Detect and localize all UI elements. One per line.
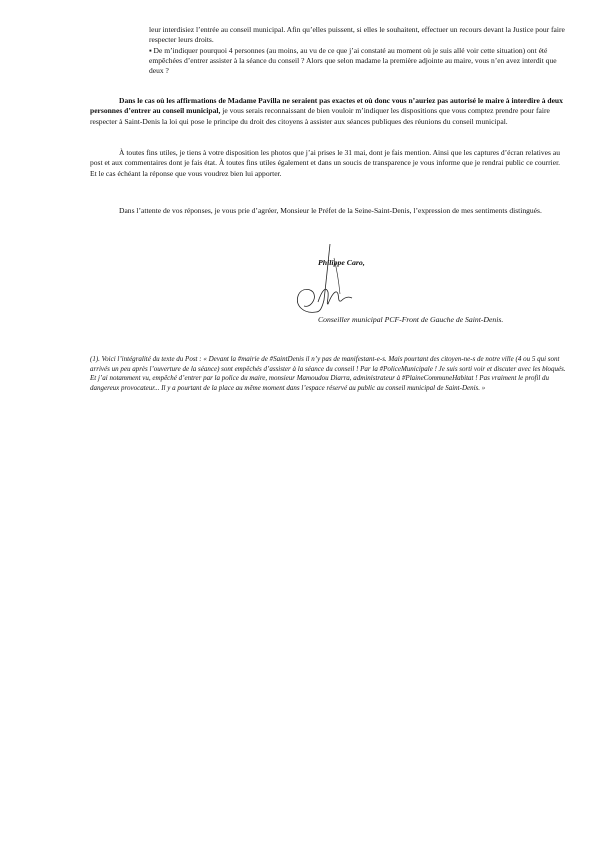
footnote: (1). Voici l’intégralité du texte du Post : « Devant la #mairie de #SaintDenis il n’y pas de manifestant-e-s. Mais pourtant des citoyen-ne-s de notre ville (4 ou 5 qui sont arrivés un peu après l’ouverture de la séance) sont empêchés d’assister à la séance du conseil ! Par la #PoliceMunicipale ! Je suis sorti voir et discuter avec les bloqués. Et j’ai notamment vu, empêché d’entrer par la police du maire, monsieur Mamoudou Diarra, administrateur à #PlaineCommuneHabitat ! Pas vraiment le profil du dangereux provocateur... Il y a pourtant de la place au même moment dans l’espace réservé au public au conseil municipal de Saint-Denis. »: [90, 355, 566, 392]
bullet-item-2: ▪ De m’indiquer pourquoi 4 personnes (au moins, au vu de ce que j’ai constaté au moment où je suis allé voir cette situation) ont été empêchées d’entrer assister à la séance du conseil ? Alors que selon madame la première adjointe au maire, vous n’en avez interdit que deux ?: [149, 45, 557, 76]
bullet-item-continuation: leur interdisiez l’entrée au conseil municipal. Afin qu’elles puissent, si elles le souhaitent, effectuer un recours devant la Justice pour faire respecter leurs droits.: [149, 25, 565, 45]
paragraph-conditional-request: [90, 96, 567, 127]
signatory-title: Conseiller municipal PCF-Front de Gauche de Saint-Denis.: [318, 315, 504, 324]
paragraph-closing: [90, 206, 567, 216]
paragraph-bold-lead: Dans le cas où les affirmations de Madame Pavilla ne seraient pas exactes et où donc vous n’auriez pas autorisé le maire à interdire à deux personnes d’entrer au conseil municipal,: [90, 96, 563, 116]
paragraph-photos-notice: [90, 148, 567, 179]
paragraph-closing-text: Dans l’attente de vos réponses, je vous prie d’agréer, Monsieur le Préfet de la Seine-Saint-Denis, l’expression de mes sentiments distingués.: [119, 206, 542, 215]
paragraph-photos-text: À toutes fins utiles, je tiens à votre disposition les photos que j’ai prises le 31 mai, dont je fais mention. Ainsi que les captures d’écran relatives au post et aux commentaires dont je fais état. À toutes fins utiles également et dans un soucis de transparence je vous informe que je rendrai public ce courrier. Et le cas échéant la réponse que vous voudrez bien lui apporter.: [90, 148, 561, 178]
signatory-name: Philippe Caro,: [318, 258, 365, 267]
handwritten-signature: [290, 238, 360, 318]
paragraph-rest: je vous serais reconnaissant de bien vouloir m’indiquer les dispositions que vous comptez prendre pour faire respecter à Saint-Denis la loi qui pose le principe du droit des citoyens à assister aux séances publiques des réunions du conseil municipal.: [90, 106, 550, 126]
request-list: [149, 25, 567, 76]
